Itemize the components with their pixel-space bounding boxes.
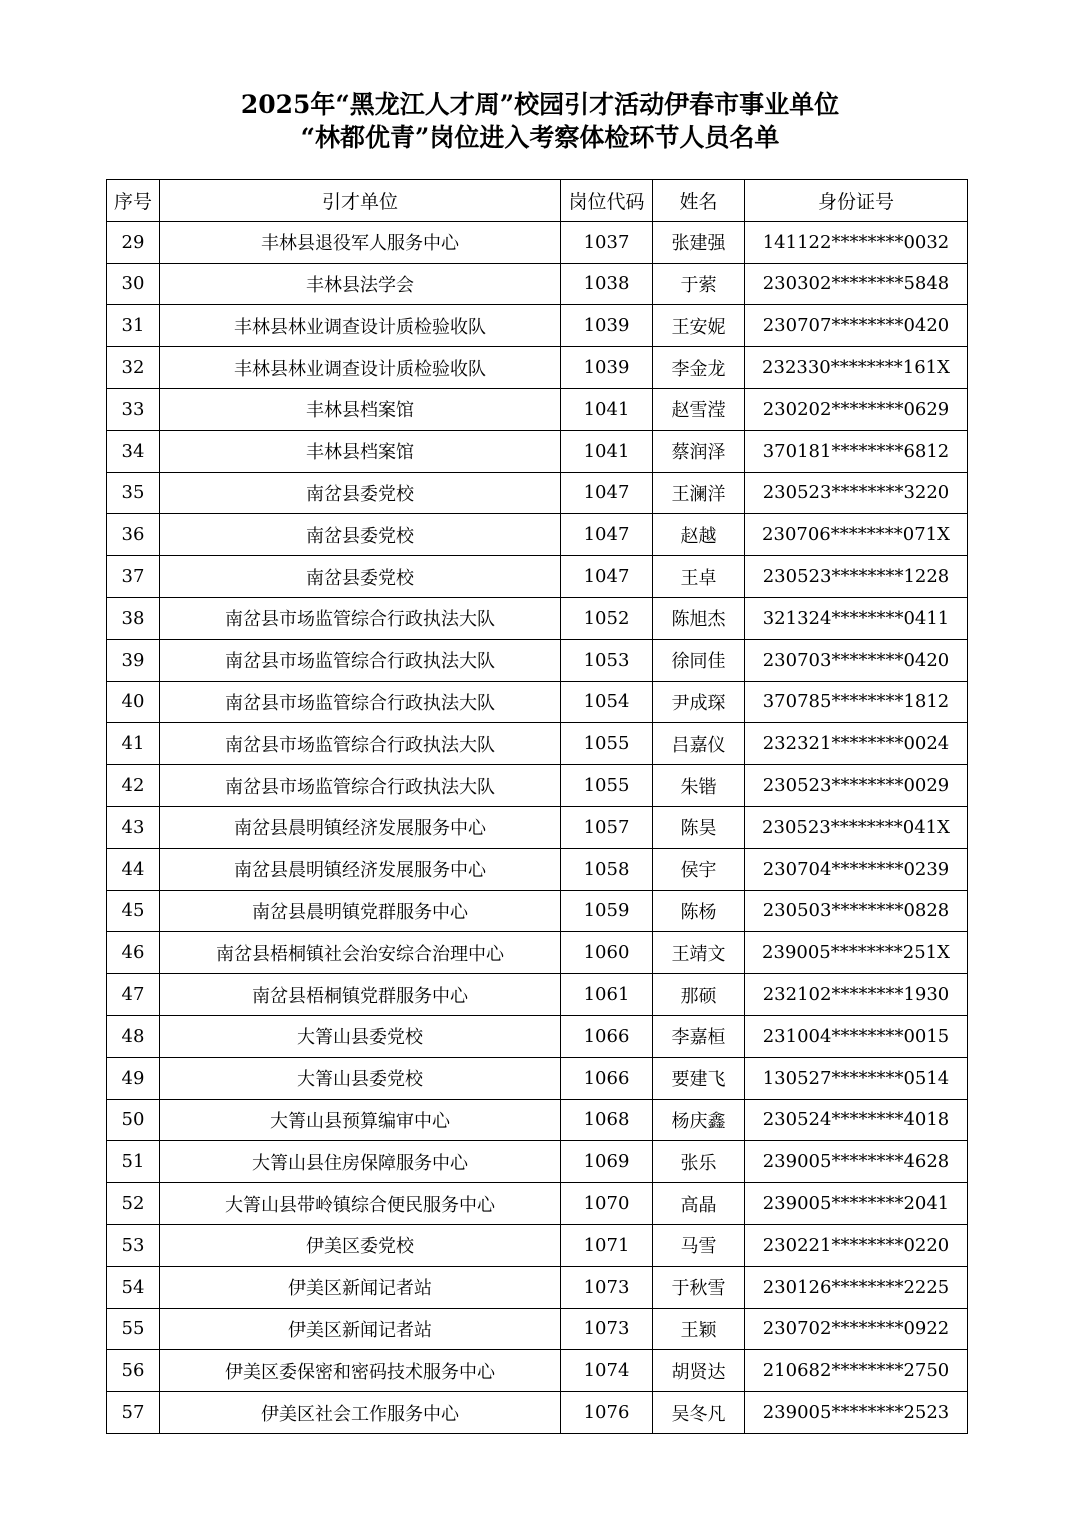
cell-position-code: 1058 xyxy=(561,848,653,890)
cell-seq: 38 xyxy=(107,597,160,639)
header-position-code: 岗位代码 xyxy=(561,180,653,222)
cell-position-code: 1073 xyxy=(561,1308,653,1350)
cell-seq: 39 xyxy=(107,639,160,681)
cell-id-number: 239005********251X xyxy=(745,932,968,974)
cell-name: 胡贤达 xyxy=(653,1350,745,1392)
cell-name: 于萦 xyxy=(653,263,745,305)
table-row xyxy=(107,1141,968,1183)
cell-id-number: 230523********3220 xyxy=(745,472,968,514)
cell-unit: 丰林县林业调查设计质检验收队 xyxy=(160,305,561,347)
cell-seq: 40 xyxy=(107,681,160,723)
cell-position-code: 1074 xyxy=(561,1350,653,1392)
table-row xyxy=(107,639,968,681)
cell-seq: 44 xyxy=(107,848,160,890)
table-row xyxy=(107,765,968,807)
cell-id-number: 239005********2041 xyxy=(745,1183,968,1225)
cell-seq: 30 xyxy=(107,263,160,305)
table-row xyxy=(107,347,968,389)
cell-unit: 伊美区委保密和密码技术服务中心 xyxy=(160,1350,561,1392)
cell-position-code: 1066 xyxy=(561,1057,653,1099)
cell-unit: 丰林县退役军人服务中心 xyxy=(160,221,561,263)
cell-id-number: 232330********161X xyxy=(745,347,968,389)
cell-name: 徐同佳 xyxy=(653,639,745,681)
cell-position-code: 1057 xyxy=(561,806,653,848)
cell-position-code: 1055 xyxy=(561,723,653,765)
cell-unit: 丰林县档案馆 xyxy=(160,430,561,472)
cell-unit: 南岔县晨明镇经济发展服务中心 xyxy=(160,848,561,890)
cell-position-code: 1039 xyxy=(561,347,653,389)
cell-id-number: 210682********2750 xyxy=(745,1350,968,1392)
cell-unit: 南岔县晨明镇经济发展服务中心 xyxy=(160,806,561,848)
cell-id-number: 230706********071X xyxy=(745,514,968,556)
cell-id-number: 230523********041X xyxy=(745,806,968,848)
cell-name: 朱锴 xyxy=(653,765,745,807)
cell-seq: 43 xyxy=(107,806,160,848)
cell-seq: 37 xyxy=(107,556,160,598)
document-title-line-1: 2025年“黑龙江人才周”校园引才活动伊春市事业单位 xyxy=(240,90,840,119)
cell-position-code: 1073 xyxy=(561,1266,653,1308)
cell-position-code: 1041 xyxy=(561,430,653,472)
cell-id-number: 232102********1930 xyxy=(745,974,968,1016)
header-id-number: 身份证号 xyxy=(745,180,968,222)
cell-name: 那硕 xyxy=(653,974,745,1016)
table-body xyxy=(107,221,968,1433)
cell-name: 蔡润泽 xyxy=(653,430,745,472)
cell-id-number: 230524********4018 xyxy=(745,1099,968,1141)
cell-unit: 南岔县晨明镇党群服务中心 xyxy=(160,890,561,932)
cell-name: 李嘉桓 xyxy=(653,1015,745,1057)
cell-unit: 南岔县委党校 xyxy=(160,514,561,556)
header-unit: 引才单位 xyxy=(160,180,561,222)
cell-position-code: 1061 xyxy=(561,974,653,1016)
cell-name: 要建飞 xyxy=(653,1057,745,1099)
table-row xyxy=(107,221,968,263)
table-header-row xyxy=(107,180,968,222)
cell-position-code: 1038 xyxy=(561,263,653,305)
cell-seq: 55 xyxy=(107,1308,160,1350)
table-row xyxy=(107,430,968,472)
cell-name: 陈旭杰 xyxy=(653,597,745,639)
cell-name: 李金龙 xyxy=(653,347,745,389)
cell-unit: 南岔县市场监管综合行政执法大队 xyxy=(160,597,561,639)
cell-seq: 32 xyxy=(107,347,160,389)
table-row xyxy=(107,1099,968,1141)
cell-position-code: 1047 xyxy=(561,514,653,556)
table-row xyxy=(107,1183,968,1225)
cell-position-code: 1060 xyxy=(561,932,653,974)
cell-seq: 34 xyxy=(107,430,160,472)
cell-id-number: 230126********2225 xyxy=(745,1266,968,1308)
cell-unit: 南岔县市场监管综合行政执法大队 xyxy=(160,765,561,807)
table-row xyxy=(107,974,968,1016)
cell-unit: 伊美区委党校 xyxy=(160,1224,561,1266)
cell-name: 尹成琛 xyxy=(653,681,745,723)
cell-id-number: 239005********2523 xyxy=(745,1392,968,1434)
cell-position-code: 1071 xyxy=(561,1224,653,1266)
table-row xyxy=(107,1308,968,1350)
cell-id-number: 130527********0514 xyxy=(745,1057,968,1099)
table-row xyxy=(107,1015,968,1057)
cell-id-number: 239005********4628 xyxy=(745,1141,968,1183)
cell-seq: 54 xyxy=(107,1266,160,1308)
table-row xyxy=(107,1224,968,1266)
cell-seq: 56 xyxy=(107,1350,160,1392)
candidate-table xyxy=(106,179,968,1434)
cell-seq: 29 xyxy=(107,221,160,263)
cell-position-code: 1070 xyxy=(561,1183,653,1225)
table-row xyxy=(107,388,968,430)
table-row xyxy=(107,472,968,514)
cell-name: 张建强 xyxy=(653,221,745,263)
cell-seq: 35 xyxy=(107,472,160,514)
cell-name: 吕嘉仪 xyxy=(653,723,745,765)
cell-position-code: 1047 xyxy=(561,556,653,598)
document-title-line-2: “林都优青”岗位进入考察体检环节人员名单 xyxy=(300,123,780,152)
table-row xyxy=(107,806,968,848)
cell-seq: 41 xyxy=(107,723,160,765)
cell-name: 王澜洋 xyxy=(653,472,745,514)
cell-name: 王卓 xyxy=(653,556,745,598)
cell-position-code: 1039 xyxy=(561,305,653,347)
cell-unit: 南岔县梧桐镇社会治安综合治理中心 xyxy=(160,932,561,974)
cell-position-code: 1059 xyxy=(561,890,653,932)
cell-name: 赵越 xyxy=(653,514,745,556)
cell-unit: 伊美区社会工作服务中心 xyxy=(160,1392,561,1434)
cell-seq: 33 xyxy=(107,388,160,430)
cell-position-code: 1037 xyxy=(561,221,653,263)
table-row xyxy=(107,848,968,890)
cell-seq: 53 xyxy=(107,1224,160,1266)
cell-name: 王靖文 xyxy=(653,932,745,974)
cell-unit: 大箐山县带岭镇综合便民服务中心 xyxy=(160,1183,561,1225)
cell-position-code: 1047 xyxy=(561,472,653,514)
cell-id-number: 230302********5848 xyxy=(745,263,968,305)
cell-unit: 丰林县档案馆 xyxy=(160,388,561,430)
cell-unit: 大箐山县委党校 xyxy=(160,1057,561,1099)
cell-position-code: 1055 xyxy=(561,765,653,807)
cell-seq: 52 xyxy=(107,1183,160,1225)
cell-id-number: 230523********1228 xyxy=(745,556,968,598)
table-row xyxy=(107,1057,968,1099)
cell-unit: 南岔县委党校 xyxy=(160,556,561,598)
cell-id-number: 370181********6812 xyxy=(745,430,968,472)
cell-seq: 48 xyxy=(107,1015,160,1057)
cell-name: 王颖 xyxy=(653,1308,745,1350)
table-row xyxy=(107,890,968,932)
header-name: 姓名 xyxy=(653,180,745,222)
cell-unit: 南岔县梧桐镇党群服务中心 xyxy=(160,974,561,1016)
cell-id-number: 230707********0420 xyxy=(745,305,968,347)
cell-unit: 南岔县市场监管综合行政执法大队 xyxy=(160,723,561,765)
cell-id-number: 230221********0220 xyxy=(745,1224,968,1266)
table-row xyxy=(107,305,968,347)
cell-id-number: 230523********0029 xyxy=(745,765,968,807)
cell-name: 高晶 xyxy=(653,1183,745,1225)
cell-position-code: 1066 xyxy=(561,1015,653,1057)
cell-position-code: 1068 xyxy=(561,1099,653,1141)
header-seq: 序号 xyxy=(107,180,160,222)
cell-seq: 51 xyxy=(107,1141,160,1183)
cell-seq: 47 xyxy=(107,974,160,1016)
cell-seq: 46 xyxy=(107,932,160,974)
cell-name: 陈杨 xyxy=(653,890,745,932)
cell-unit: 南岔县委党校 xyxy=(160,472,561,514)
cell-unit: 南岔县市场监管综合行政执法大队 xyxy=(160,639,561,681)
cell-name: 陈昊 xyxy=(653,806,745,848)
cell-seq: 49 xyxy=(107,1057,160,1099)
cell-unit: 南岔县市场监管综合行政执法大队 xyxy=(160,681,561,723)
cell-id-number: 230702********0922 xyxy=(745,1308,968,1350)
table-row xyxy=(107,1350,968,1392)
cell-seq: 42 xyxy=(107,765,160,807)
table-row xyxy=(107,597,968,639)
cell-id-number: 232321********0024 xyxy=(745,723,968,765)
cell-position-code: 1069 xyxy=(561,1141,653,1183)
cell-unit: 丰林县林业调查设计质检验收队 xyxy=(160,347,561,389)
cell-position-code: 1053 xyxy=(561,639,653,681)
cell-position-code: 1076 xyxy=(561,1392,653,1434)
cell-id-number: 230202********0629 xyxy=(745,388,968,430)
cell-name: 马雪 xyxy=(653,1224,745,1266)
cell-id-number: 141122********0032 xyxy=(745,221,968,263)
table-row xyxy=(107,723,968,765)
cell-seq: 50 xyxy=(107,1099,160,1141)
cell-id-number: 321324********0411 xyxy=(745,597,968,639)
cell-unit: 丰林县法学会 xyxy=(160,263,561,305)
table-row xyxy=(107,556,968,598)
cell-position-code: 1041 xyxy=(561,388,653,430)
table-row xyxy=(107,1392,968,1434)
cell-seq: 36 xyxy=(107,514,160,556)
cell-name: 赵雪滢 xyxy=(653,388,745,430)
cell-name: 于秋雪 xyxy=(653,1266,745,1308)
table-row xyxy=(107,681,968,723)
cell-position-code: 1054 xyxy=(561,681,653,723)
cell-id-number: 230703********0420 xyxy=(745,639,968,681)
table-row xyxy=(107,263,968,305)
cell-name: 张乐 xyxy=(653,1141,745,1183)
table-row xyxy=(107,1266,968,1308)
table-row xyxy=(107,932,968,974)
cell-id-number: 230503********0828 xyxy=(745,890,968,932)
cell-id-number: 370785********1812 xyxy=(745,681,968,723)
table-row xyxy=(107,514,968,556)
cell-seq: 45 xyxy=(107,890,160,932)
cell-unit: 伊美区新闻记者站 xyxy=(160,1266,561,1308)
cell-seq: 57 xyxy=(107,1392,160,1434)
cell-id-number: 230704********0239 xyxy=(745,848,968,890)
cell-id-number: 231004********0015 xyxy=(745,1015,968,1057)
cell-unit: 大箐山县预算编审中心 xyxy=(160,1099,561,1141)
cell-position-code: 1052 xyxy=(561,597,653,639)
cell-unit: 大箐山县委党校 xyxy=(160,1015,561,1057)
cell-unit: 大箐山县住房保障服务中心 xyxy=(160,1141,561,1183)
cell-seq: 31 xyxy=(107,305,160,347)
cell-unit: 伊美区新闻记者站 xyxy=(160,1308,561,1350)
cell-name: 吴冬凡 xyxy=(653,1392,745,1434)
cell-name: 王安妮 xyxy=(653,305,745,347)
cell-name: 侯宇 xyxy=(653,848,745,890)
cell-name: 杨庆鑫 xyxy=(653,1099,745,1141)
